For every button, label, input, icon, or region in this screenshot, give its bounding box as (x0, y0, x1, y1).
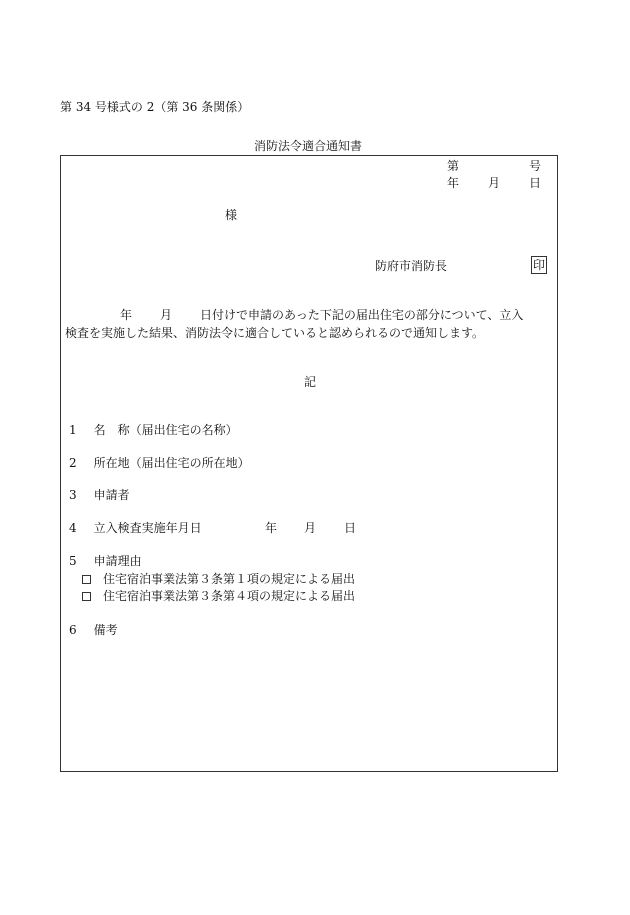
item-1 (69, 424, 238, 436)
reason-1-text: 住宅宿泊事業法第３条第１項の規定による届出 (103, 572, 356, 586)
date-day: 日 (529, 176, 542, 190)
item-5-text: 申請理由 (93, 554, 142, 568)
item-4-day: 日 (344, 521, 357, 535)
issuer: 防府市消防長 (375, 259, 448, 273)
body-line-1 (120, 309, 523, 321)
number-label: 第 (447, 159, 460, 173)
body-year: 年 (120, 308, 133, 322)
reason-2-checkbox[interactable] (82, 592, 91, 601)
item-4-num: 4 (69, 521, 77, 535)
date-year: 年 (447, 176, 460, 190)
item-5 (69, 555, 142, 567)
item-3 (69, 489, 130, 501)
seal-mark (531, 256, 547, 274)
item-5-num: 5 (69, 554, 77, 568)
item-4-year: 年 (265, 521, 278, 535)
date-month: 月 (488, 176, 501, 190)
body-line-2: 検査を実施した結果、消防法令に適合していると認められるので通知します。 (65, 326, 485, 340)
reason-option-2 (82, 590, 355, 602)
reason-1-checkbox[interactable] (82, 575, 91, 584)
document-title: 消防法令適合通知書 (254, 139, 363, 153)
seal-label: 印 (533, 258, 546, 272)
item-4 (69, 522, 202, 534)
item-6-text: 備考 (93, 623, 118, 637)
form-reference: 第 34 号様式の 2（第 36 条関係） (60, 100, 250, 114)
addressee-suffix: 様 (225, 208, 238, 222)
item-2 (69, 457, 250, 469)
item-1-text: 名 称（届出住宅の名称） (93, 423, 238, 437)
reason-option-1 (82, 573, 355, 585)
number-suffix: 号 (529, 159, 542, 173)
item-4-text: 立入検査実施年月日 (93, 521, 202, 535)
item-3-num: 3 (69, 488, 77, 502)
body-text-1: 日付けで申請のあった下記の届出住宅の部分について、立入 (200, 308, 524, 322)
item-6-num: 6 (69, 623, 77, 637)
item-4-month: 月 (304, 521, 317, 535)
reason-2-text: 住宅宿泊事業法第３条第４項の規定による届出 (103, 589, 356, 603)
ki-heading: 記 (304, 375, 317, 389)
body-month: 月 (160, 308, 173, 322)
item-2-num: 2 (69, 456, 77, 470)
item-1-num: 1 (69, 423, 77, 437)
item-2-text: 所在地（届出住宅の所在地） (93, 456, 250, 470)
item-6 (69, 624, 118, 636)
item-3-text: 申請者 (93, 488, 130, 502)
